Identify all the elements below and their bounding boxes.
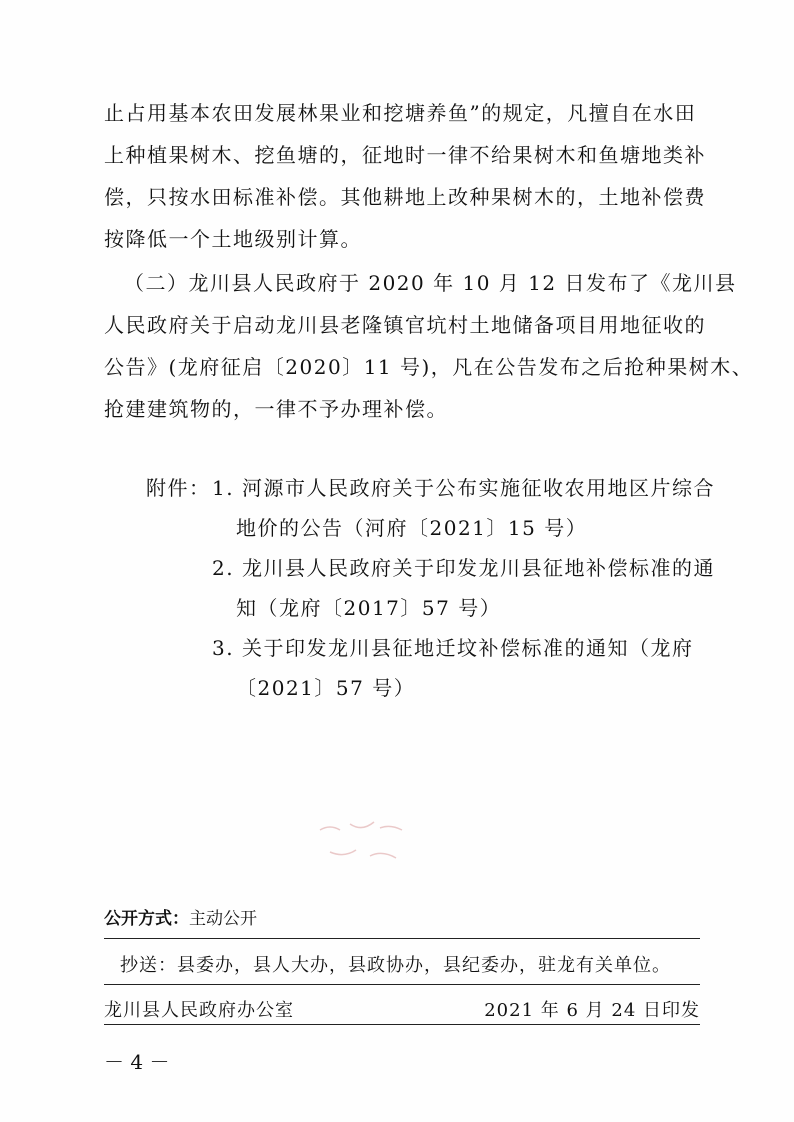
text-line: 按降低一个土地级别计算。 — [104, 227, 362, 251]
text-line: 偿，只按水田标准补偿。其他耕地上改种果树木的，土地补偿费 — [104, 185, 706, 209]
body-paragraph-1 — [104, 92, 706, 260]
attachment-line: 1. 河源市人民政府关于公布实施征收农用地区片综合 — [212, 476, 715, 500]
text-line: （二）龙川县人民政府于 2020 年 10 月 12 日发布了《龙川县 — [124, 271, 737, 295]
attachments-label: 附件： — [146, 476, 211, 500]
text-line: 公告》(龙府征启〔2020〕11 号)，凡在公告发布之后抢种果树木、 — [104, 355, 754, 379]
attachment-item — [212, 628, 715, 708]
attachment-line: 2. 龙川县人民政府关于印发龙川县征地补偿标准的通 — [212, 556, 715, 580]
publicity-value: 主动公开 — [189, 909, 257, 929]
attachment-line: 地价的公告（河府〔2021〕15 号） — [236, 516, 588, 540]
attachment-line: 知（龙府〔2017〕57 号） — [236, 596, 502, 620]
attachment-item — [212, 468, 715, 548]
publicity-line — [104, 904, 257, 929]
attachment-line: 〔2021〕57 号） — [236, 676, 416, 700]
faded-seal-mark — [300, 800, 440, 880]
cc-line: 抄送：县委办，县人大办，县政协办，县纪委办，驻龙有关单位。 — [120, 955, 671, 976]
page-number: － 4 － — [104, 1050, 170, 1074]
divider — [104, 1024, 700, 1025]
text-line: 上种植果树木、挖鱼塘的，征地时一律不给果树木和鱼塘地类补 — [104, 143, 706, 167]
issuer-office: 龙川县人民政府办公室 — [104, 1000, 294, 1021]
publicity-label: 公开方式： — [104, 909, 189, 929]
text-line: 止占用基本农田发展林果业和挖塘养鱼”的规定，凡擅自在水田 — [104, 101, 697, 125]
print-date: 2021 年 6 月 24 日印发 — [484, 1000, 700, 1021]
text-line: 人民政府关于启动龙川县老隆镇官坑村土地储备项目用地征收的 — [104, 313, 706, 337]
text-line: 抢建建筑物的，一律不予办理补偿。 — [104, 397, 448, 421]
attachment-line: 3. 关于印发龙川县征地迁坟补偿标准的通知（龙府 — [212, 636, 694, 660]
divider — [104, 938, 700, 939]
divider — [104, 984, 700, 985]
body-paragraph-2 — [104, 262, 754, 430]
attachments-section — [146, 468, 715, 708]
attachment-item — [212, 548, 715, 628]
